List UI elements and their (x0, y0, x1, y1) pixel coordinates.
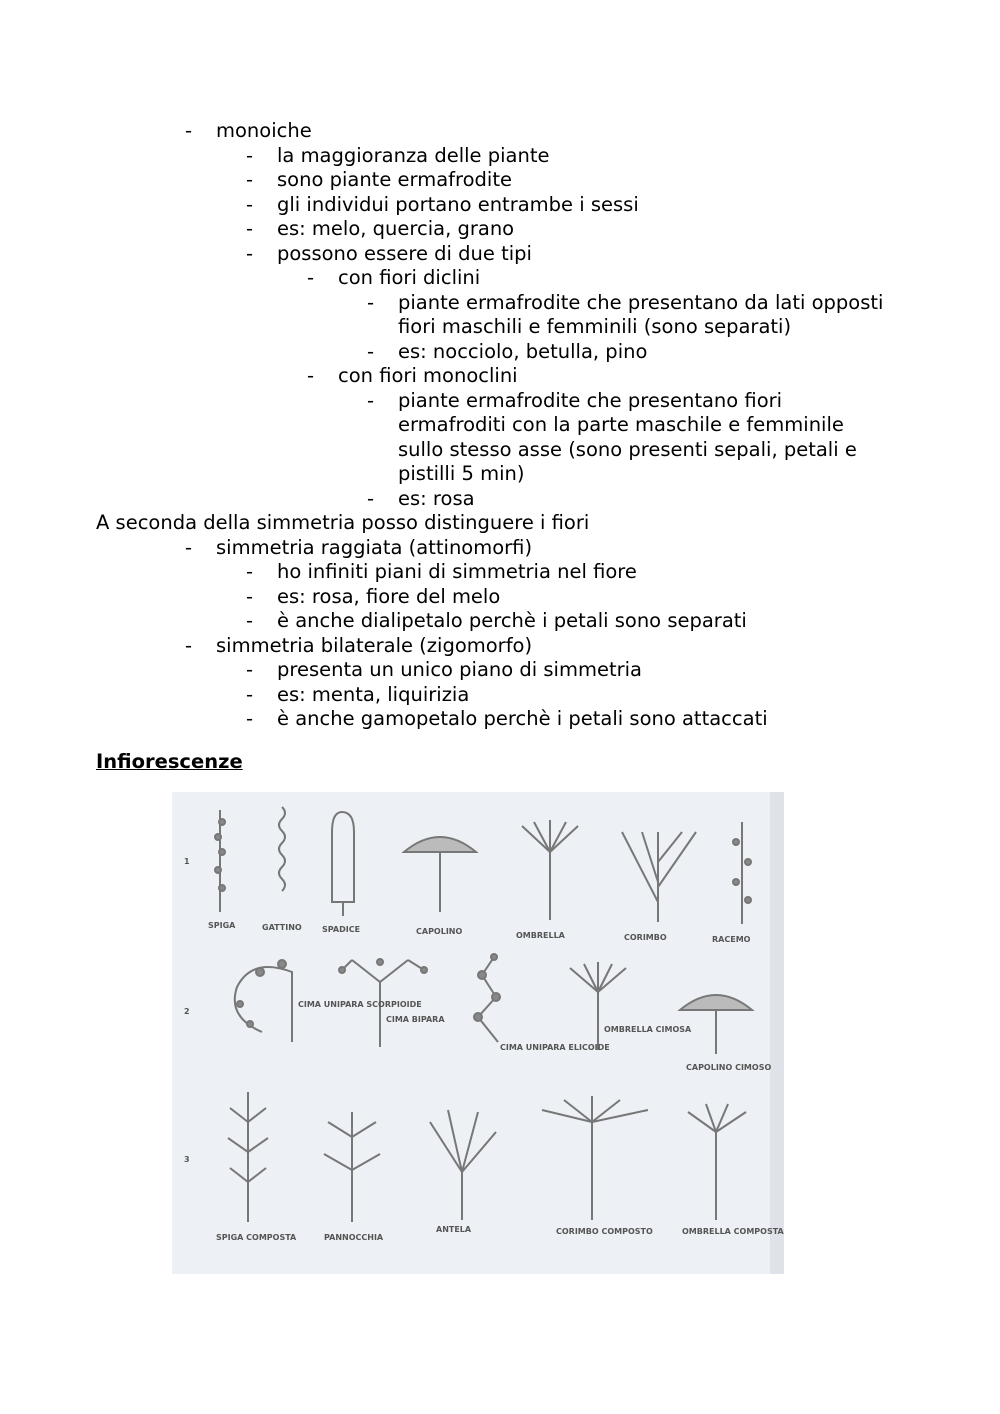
bullet-dash: - (307, 364, 315, 387)
bullet-dash: - (185, 119, 193, 142)
list-item-text: monoiche (216, 119, 312, 142)
list-item-text: possono essere di due tipi (277, 241, 532, 265)
bullet-dash: - (246, 658, 254, 681)
list-item-text: es: nocciolo, betulla, pino (398, 339, 648, 363)
caption-capolino-cimoso: CAPOLINO CIMOSO (686, 1063, 772, 1072)
inflorescence-figure (172, 792, 784, 1274)
bullet-dash: - (246, 584, 254, 608)
list-item-text: ho infiniti piani di simmetria nel fiore (277, 560, 637, 583)
bullet-dash: - (185, 535, 193, 559)
list-item-text: con fiori diclini (338, 266, 481, 289)
list-item-text: sono piante ermafrodite (277, 168, 512, 191)
row-number-2: 2 (184, 1007, 190, 1016)
caption-capolino: CAPOLINO (416, 927, 463, 936)
list-item-text: sullo stesso asse (sono presenti sepali, petali e (398, 437, 857, 461)
caption-cima-unipara-scorpioide: CIMA UNIPARA SCORPIOIDE (298, 1000, 422, 1009)
inflorescence-diagram (172, 792, 784, 1274)
caption-ombrella-cimosa: OMBRELLA CIMOSA (604, 1025, 692, 1034)
bullet-dash: - (367, 339, 375, 363)
bullet-dash: - (246, 143, 254, 167)
row-number-1: 1 (184, 857, 190, 866)
bullet-dash: - (367, 388, 375, 412)
caption-pannocchia: PANNOCCHIA (324, 1233, 384, 1242)
list-item-text: la maggioranza delle piante (277, 143, 550, 167)
list-item-text: ermafroditi con la parte maschile e femminile (398, 413, 844, 436)
list-item-text: fiori maschili e femminili (sono separati) (398, 315, 792, 338)
bullet-dash: - (367, 486, 375, 510)
bullet-dash: - (246, 168, 254, 191)
list-item-text: es: rosa (398, 486, 475, 510)
list-item-text: simmetria bilaterale (zigomorfo) (216, 633, 533, 657)
bullet-dash: - (246, 192, 254, 216)
caption-spiga: SPIGA (208, 921, 236, 930)
caption-spiga-composta: SPIGA COMPOSTA (216, 1233, 297, 1242)
caption-gattino: GATTINO (262, 923, 302, 932)
list-item-text: è anche gamopetalo perchè i petali sono attaccati (277, 707, 768, 730)
caption-corimbo-composto: CORIMBO COMPOSTO (556, 1227, 653, 1236)
list-item-text: es: menta, liquirizia (277, 682, 470, 706)
caption-spadice: SPADICE (322, 925, 361, 934)
list-item-text: presenta un unico piano di simmetria (277, 658, 642, 681)
bullet-dash: - (246, 609, 254, 632)
list-item-text: piante ermafrodite che presentano da lati opposti (398, 290, 884, 314)
list-item-text: piante ermafrodite che presentano fiori (398, 388, 783, 412)
caption-cima-bipara: CIMA BIPARA (386, 1015, 445, 1024)
list-item-text: pistilli 5 min) (398, 462, 525, 485)
caption-corimbo: CORIMBO (624, 933, 667, 942)
list-item-text: es: rosa, fiore del melo (277, 584, 501, 608)
bullet-dash: - (185, 633, 193, 657)
caption-ombrella-composta: OMBRELLA COMPOSTA (682, 1227, 784, 1236)
caption-ombrella: OMBRELLA (516, 931, 565, 940)
bullet-dash: - (246, 682, 254, 706)
caption-racemo: RACEMO (712, 935, 751, 944)
list-item-text: con fiori monoclini (338, 364, 518, 387)
caption-cima-unipara-elicoide: CIMA UNIPARA ELICOIDE (500, 1043, 610, 1052)
bullet-dash: - (246, 560, 254, 583)
bullet-dash: - (307, 266, 315, 289)
bullet-dash: - (246, 241, 254, 265)
list-item-text: è anche dialipetalo perchè i petali sono separati (277, 609, 747, 632)
bullet-dash: - (246, 217, 254, 240)
bullet-dash: - (367, 290, 375, 314)
paragraph-line: A seconda della simmetria posso distinguere i fiori (96, 511, 590, 534)
list-item-text: gli individui portano entrambe i sessi (277, 192, 639, 216)
section-heading: Infiorescenze (96, 750, 243, 773)
list-item-text: es: melo, quercia, grano (277, 217, 515, 240)
row-number-3: 3 (184, 1155, 190, 1164)
bullet-dash: - (246, 707, 254, 730)
list-item-text: simmetria raggiata (attinomorfi) (216, 535, 533, 559)
caption-antela: ANTELA (436, 1225, 472, 1234)
